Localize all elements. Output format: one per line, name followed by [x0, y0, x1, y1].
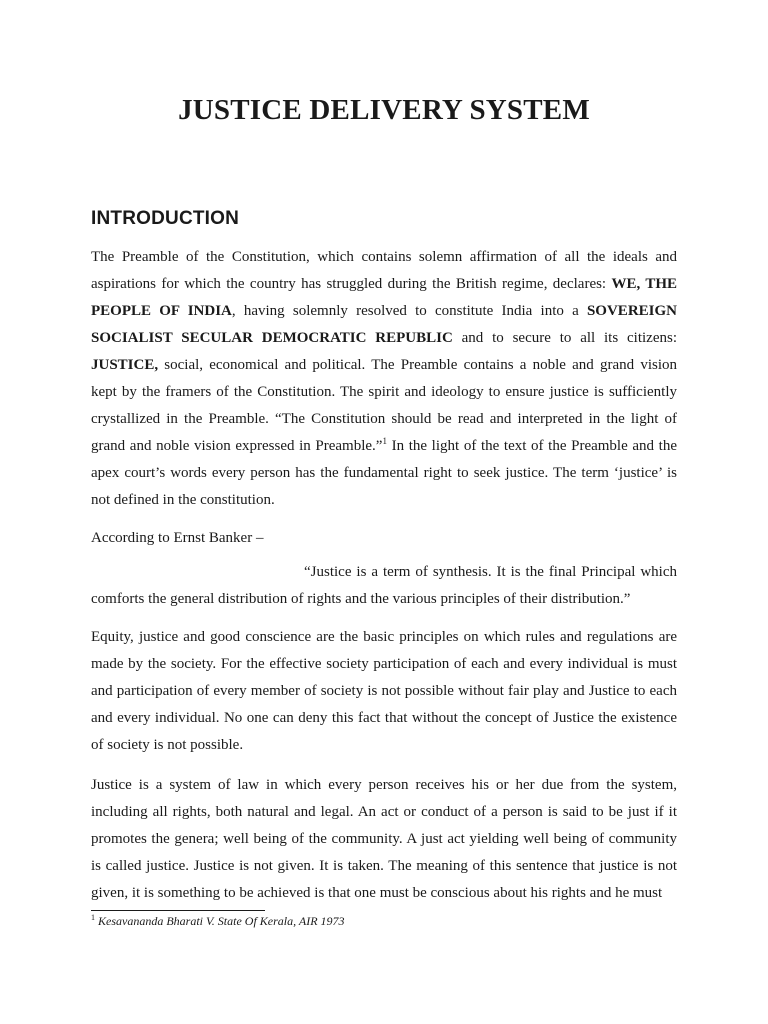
- paragraph-equity: Equity, justice and good conscience are the basic principles on which rules and regulations are made by the society. For the effective society participation of each and every individual is must and participation of every member of society is not possible without fair play and Justice to each and every individual. No one can deny this fact that without the concept of Justice the existence of society is not possible.: [91, 629, 677, 753]
- p1-bold-republic: SOVEREIGN SOCIALIST SECULAR DEMOCRATIC REPUBLIC: [91, 303, 677, 346]
- p1-text-2: , having solemnly resolved to constitute India into a: [231, 303, 587, 319]
- footnote-divider: [91, 910, 265, 911]
- p1-bold-we-the-people: WE, THE PEOPLE OF INDIA: [91, 276, 677, 319]
- p1-text-5: In the light of the text of the Preamble and the apex court’s words every person has the fundamental right to seek justice. The term ‘justice’ is not defined in the constitution.: [91, 438, 677, 508]
- paragraph-preamble: [91, 244, 677, 514]
- paragraph-justice-system: Justice is a system of law in which every person receives his or her due from the system, including all rights, both natural and legal. An act or conduct of a person is said to be just if it promotes the genera; well being of the community. A just act yielding well being of community is called justice. Justice is not given. It is taken. The meaning of this sentence that justice is not given, it is something to be achieved is that one must be conscious about his rights and he must: [91, 777, 677, 901]
- p1-text-3: and to secure to all its citizens:: [452, 330, 677, 346]
- p1-text-1: The Preamble of the Constitution, which contains solemn affirmation of all the ideals and aspirations for which the country has struggled during the British regime, declares:: [91, 249, 677, 292]
- paragraph-quote: “Justice is a term of synthesis. It is the final Principal which comforts the general distribution of rights and the various principles of their distribution.”: [91, 564, 677, 607]
- section-heading: INTRODUCTION: [91, 208, 240, 229]
- p1-bold-justice: JUSTICE,: [91, 357, 159, 373]
- footnote-text: Kesavananda Bharati V. State Of Kerala, AIR 1973: [95, 914, 345, 928]
- paragraph-attribution: According to Ernst Banker –: [91, 530, 264, 546]
- p1-text-4: social, economical and political. The Preamble contains a noble and grand vision kept by the framers of the Constitution. The spirit and ideology to ensure justice is sufficiently crystallized in the Preamble. “The Constitution should be read and interpreted in the light of grand and noble vision expressed in Preamble.”: [91, 357, 677, 454]
- footnote-number: 1: [91, 913, 95, 922]
- document-title: JUSTICE DELIVERY SYSTEM: [178, 94, 590, 126]
- footnote: [91, 913, 345, 929]
- footnote-reference: 1: [382, 436, 387, 446]
